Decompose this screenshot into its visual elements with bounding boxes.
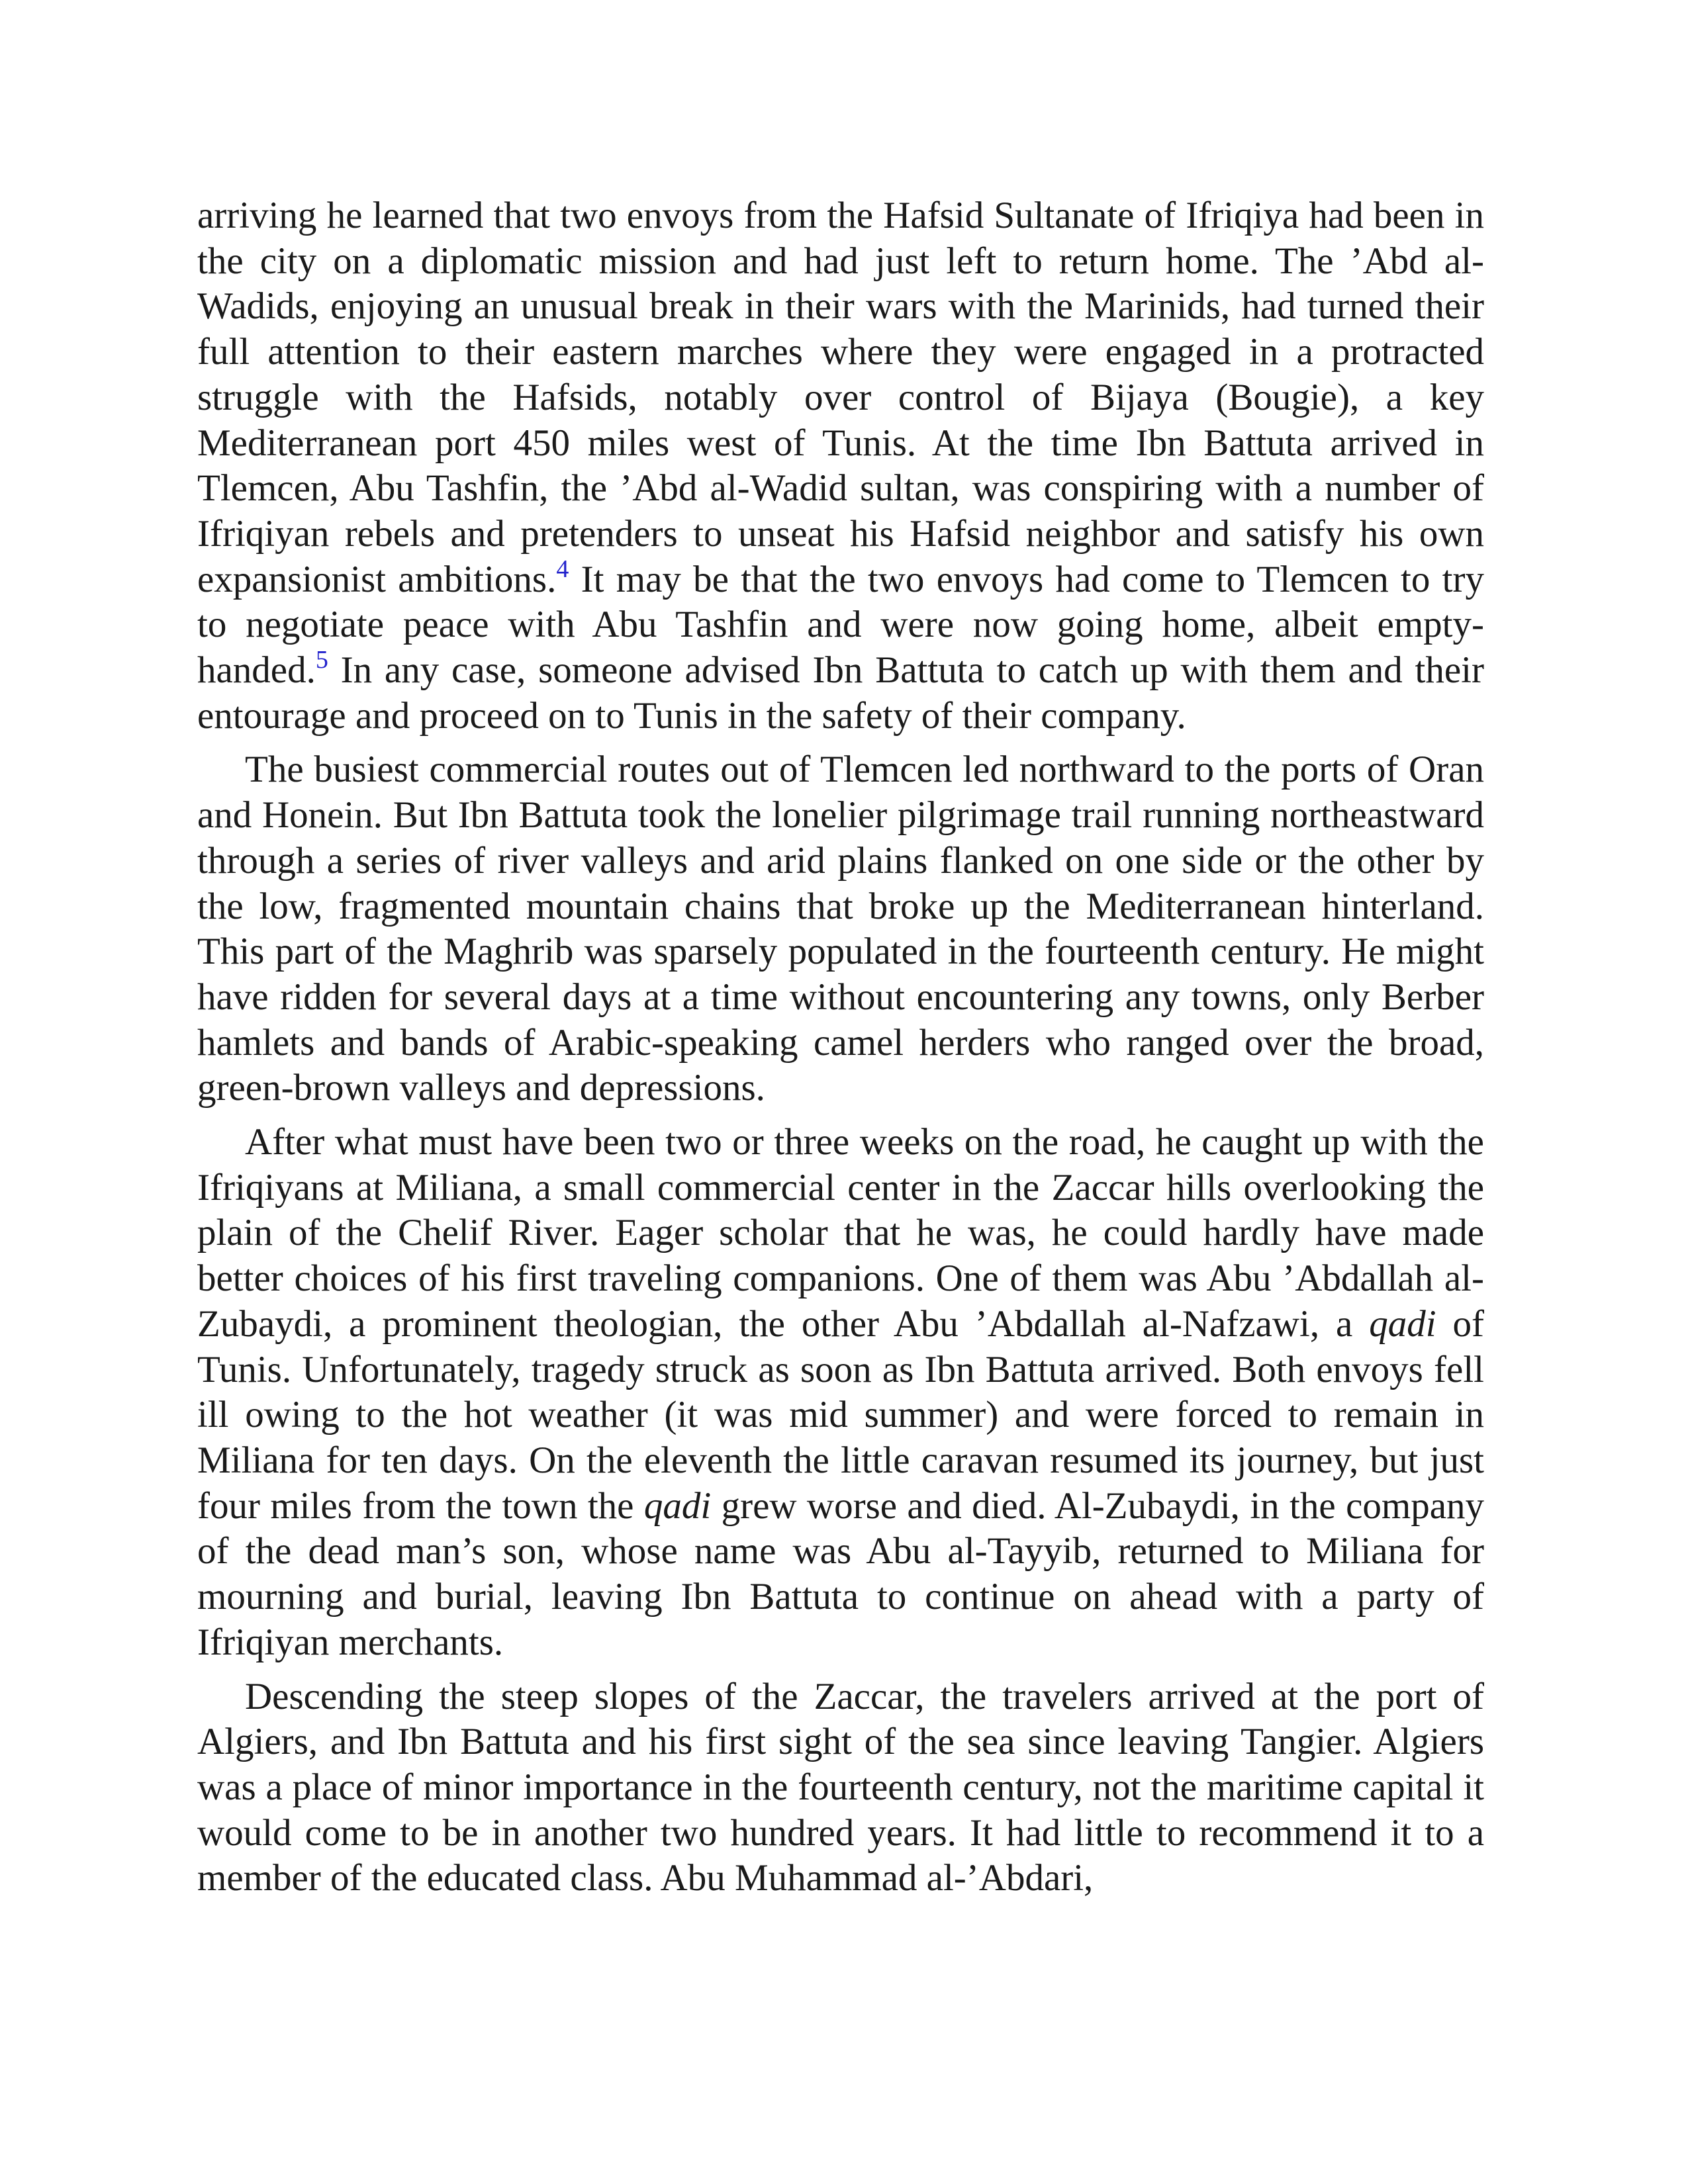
paragraph-text: arriving he learned that two envoys from the Hafsid Sultanate of Ifriqiya had been in the city on a diplomatic mission and had just left to return home. The ’Abd al-Wadids, enjoying an unusual break in their wars with the Marinids, had turned their full attention to their eastern marches where they were engaged in a protracted struggle with the Hafsids, notably over control of Bijaya (Bougie), a key Mediterranean port 450 miles west of Tunis. At the time Ibn Battuta arrived in Tlemcen, Abu Tashfin, the ’Abd al-Wadid sultan, was conspiring with a number of Ifriqiyan rebels and pretenders to unseat his Hafsid neighbor and satisfy his own expansionist ambitions. [197, 195, 1484, 600]
paragraph-text: In any case, someone advised Ibn Battuta to catch up with them and their entourage and proceed on to Tunis in the safety of their company. [197, 649, 1484, 737]
italic-term: qadi [643, 1484, 712, 1527]
paragraph-text: Descending the steep slopes of the Zaccar, the travelers arrived at the port of Algiers, and Ibn Battuta and his first sight of the sea since leaving Tangier. Algiers was a place of minor importance in the fourteenth century, not the maritime capital it would come to be in another two hundred years. It had little to recommend it to a member of the educated class. Abu Muhammad al-’Abdari, [197, 1675, 1484, 1899]
page-body [197, 193, 1484, 1901]
paragraph-text: After what must have been two or three weeks on the road, he caught up with the Ifriqiyans at Miliana, a small commercial center in the Zaccar hills overlooking the plain of the Chelif River. Eager scholar that he was, he could hardly have made better choices of his first traveling companions. One of them was Abu ’Abdallah al-Zubaydi, a prominent theologian, the other Abu ’Abdallah al-Nafzawi, a [197, 1121, 1484, 1345]
paragraph-text: grew worse and died. Al-Zubaydi, in the company of the dead man’s son, whose name was Abu al-Tayyib, returned to Miliana for mourning and burial, leaving Ibn Battuta to continue on ahead with a party of Ifriqiyan merchants. [197, 1484, 1485, 1663]
paragraph-text: It may be that the two envoys had come to Tlemcen to try to negotiate peace with Abu Tashfin and were now going home, albeit empty-handed. [197, 558, 1484, 692]
paragraph-4 [197, 1674, 1484, 1902]
footnote-ref-4[interactable]: 4 [556, 555, 569, 583]
paragraph-text: of Tunis. Unfortunately, tragedy struck as soon as Ibn Battuta arrived. Both envoys fell ill owing to the hot weather (it was mid summer) and were forced to remain in Miliana for ten days. On the eleventh the little caravan resumed its journey, but just four miles from the town the [197, 1302, 1484, 1527]
footnote-ref-5[interactable]: 5 [315, 646, 328, 674]
paragraph-1 [197, 193, 1484, 739]
paragraph-text: The busiest commercial routes out of Tlemcen led northward to the ports of Oran and Honein. But Ibn Battuta took the lonelier pilgrimage trail running northeastward through a series of river valleys and arid plains flanked on one side or the other by the low, fragmented mountain chains that broke up the Mediterranean hinterland. This part of the Maghrib was sparsely populated in the fourteenth century. He might have ridden for several days at a time without encountering any towns, only Berber hamlets and bands of Arabic-speaking camel herders who ranged over the broad, green-brown valleys and depressions. [197, 749, 1484, 1109]
paragraph-2 [197, 747, 1484, 1111]
italic-term: qadi [1369, 1302, 1436, 1345]
paragraph-3 [197, 1120, 1484, 1665]
